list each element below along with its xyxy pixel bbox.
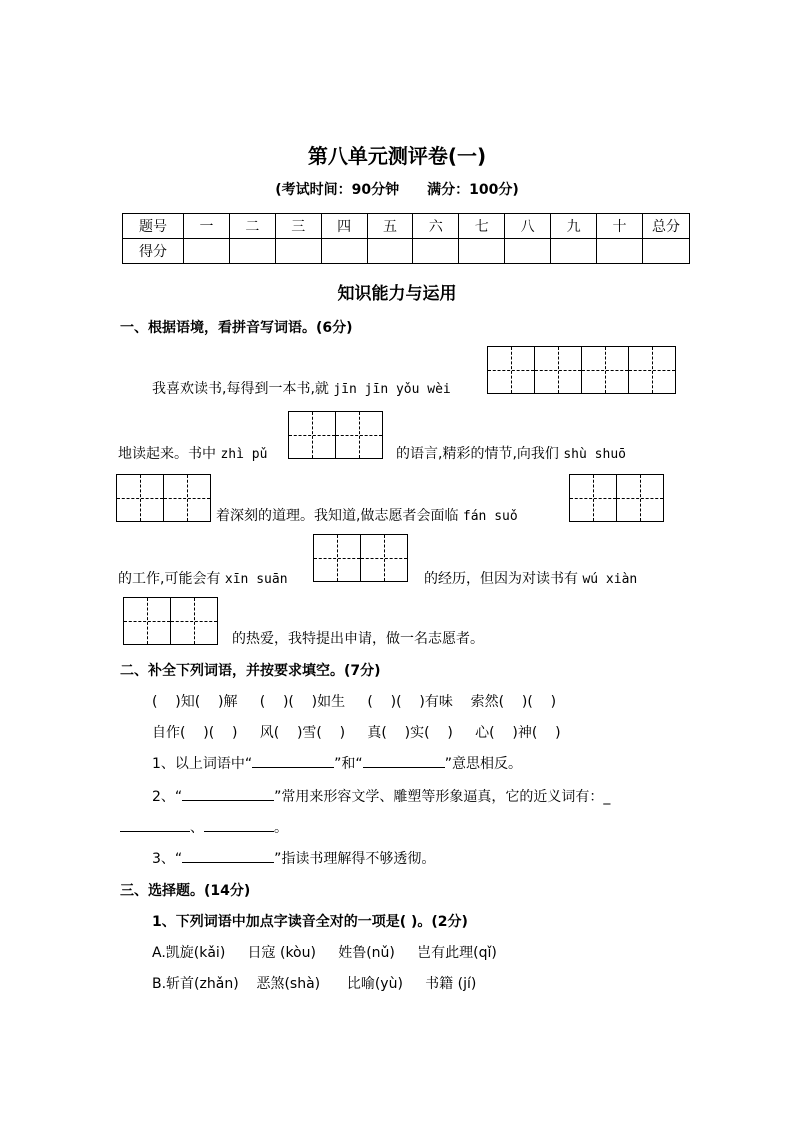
q2-s1-part-a: 1、以上词语中“ [152,756,253,772]
q1-text-6: 的经历，但因为对读书有 [424,571,578,587]
score-cell[interactable] [321,239,367,264]
q1-text-4: 着深刻的道理。我知道,做志愿者会面临 [216,508,459,524]
q2-s3-part-b: ”指读书理解得不够透彻。 [274,851,436,867]
q3-option-b[interactable]: B.斩首(zhǎn) 恶煞(shà) 比喻(yù) 书籍 (jí) [152,976,477,992]
score-header-cell: 五 [367,214,413,239]
score-cell[interactable] [459,239,505,264]
exam-time: (考试时间：90分钟 [275,182,400,198]
score-table-score-row [123,239,690,264]
q2-sentence-2-cont [120,817,288,837]
q2-s2-blank-2[interactable] [120,817,190,832]
q1-text-1: 我喜欢读书,每得到一本书,就 [152,381,329,397]
tianzige-cell[interactable] [163,474,211,522]
q1-answer-grid-2[interactable] [288,411,383,459]
tianzige-cell[interactable] [360,534,408,582]
exam-full-score: 满分：100分) [427,182,519,198]
score-header-cell: 六 [413,214,459,239]
section-title: 知识能力与运用 [337,284,457,304]
score-cell[interactable] [275,239,321,264]
tianzige-cell[interactable] [116,474,164,522]
q1-pinyin-4: fán suǒ [462,509,518,524]
q1-text-3: 的语言,精彩的情节,向我们 [396,446,559,462]
score-header-cell: 题号 [123,214,184,239]
q2-s1-blank-1[interactable] [252,753,334,768]
q1-text-line4b [424,568,637,588]
q1-answer-grid-5[interactable] [313,534,408,582]
tianzige-cell[interactable] [288,411,336,459]
score-header-cell: 七 [459,214,505,239]
tianzige-cell[interactable] [534,346,582,394]
tianzige-cell[interactable] [170,597,218,645]
q2-words-row1: ( )知( )解 ( )( )如生 ( )( )有味 索然( )( ) [152,694,557,710]
score-cell[interactable] [505,239,551,264]
q1-text-line4a [118,568,288,588]
score-cell[interactable] [551,239,597,264]
q1-answer-grid-1[interactable] [487,346,676,394]
score-header-cell: 四 [321,214,367,239]
score-header-cell: 一 [184,214,230,239]
q1-text-5: 的工作,可能会有 [118,571,221,587]
q1-pinyin-3: shù shuō [563,447,626,462]
q1-answer-grid-4[interactable] [569,474,664,522]
q2-sentence-2 [152,786,610,806]
tianzige-cell[interactable] [616,474,664,522]
q2-sentence-1 [152,753,522,773]
q2-s1-blank-2[interactable] [363,753,445,768]
score-header-cell: 九 [551,214,597,239]
q3-heading: 三、选择题。(14分) [120,883,251,899]
tianzige-cell[interactable] [628,346,676,394]
q1-answer-grid-3[interactable] [116,474,211,522]
score-header-cell: 总分 [643,214,690,239]
score-header-cell: 十 [597,214,643,239]
score-cell[interactable] [643,239,690,264]
q1-heading: 一、根据语境，看拼音写词语。(6分) [120,320,353,336]
tianzige-cell[interactable] [569,474,617,522]
score-header-cell: 三 [275,214,321,239]
tianzige-cell[interactable] [123,597,171,645]
tianzige-cell[interactable] [313,534,361,582]
q2-s2-blank-1[interactable] [182,786,274,801]
tianzige-cell[interactable] [335,411,383,459]
q3-sub1: 1、下列词语中加点字读音全对的一项是( )。(2分) [152,914,468,930]
q3-option-a[interactable]: A.凯旋(kǎi) 日寇 (kòu) 姓鲁(nǔ) 岂有此理(qǐ) [152,945,497,961]
q2-heading: 二、补全下列词语，并按要求填空。(7分) [120,663,381,679]
tianzige-cell[interactable] [487,346,535,394]
q2-s2-part-a: 2、“ [152,789,183,805]
q1-answer-grid-6[interactable] [123,597,218,645]
q2-s1-part-c: ”意思相反。 [444,756,522,772]
score-table-header-row [123,214,690,239]
exam-info [0,179,794,199]
q2-s1-part-b: ”和“ [334,756,363,772]
page-title: 第八单元测评卷(一) [307,144,487,168]
q2-sentence-3 [152,848,435,868]
q2-s3-blank[interactable] [182,848,274,863]
score-cell[interactable] [367,239,413,264]
score-cell[interactable] [413,239,459,264]
q1-pinyin-1: jīn jīn yǒu wèi [333,382,451,397]
score-header-cell: 八 [505,214,551,239]
q2-s2-part-b: ”常用来形容文学、雕塑等形象逼真，它的近义词有：_ [274,789,611,805]
score-row-label: 得分 [123,239,184,264]
q2-words-row2: 自作( )( ) 风( )雪( ) 真( )实( ) 心( )神( ) [152,725,561,741]
score-cell[interactable] [184,239,230,264]
q1-text-line2b [396,443,626,463]
score-cell[interactable] [597,239,643,264]
q1-text-line3 [216,505,518,525]
q1-text-line1 [152,378,451,398]
q1-text-7: 的热爱，我特提出申请，做一名志愿者。 [232,631,484,647]
score-header-cell: 二 [229,214,275,239]
q1-pinyin-6: wú xiàn [582,572,638,587]
q2-s2-blank-3[interactable] [204,817,274,832]
q1-pinyin-5: xīn suān [224,572,288,587]
q1-text-line2a [118,443,267,463]
score-table [122,213,690,264]
score-cell[interactable] [229,239,275,264]
q1-pinyin-2: zhì pǔ [220,447,268,462]
q2-s3-part-a: 3、“ [152,851,183,867]
q1-text-2: 地读起来。书中 [118,446,216,462]
q2-s2-sep: 、 [190,820,204,836]
tianzige-cell[interactable] [581,346,629,394]
q2-s2-end: 。 [274,820,288,836]
